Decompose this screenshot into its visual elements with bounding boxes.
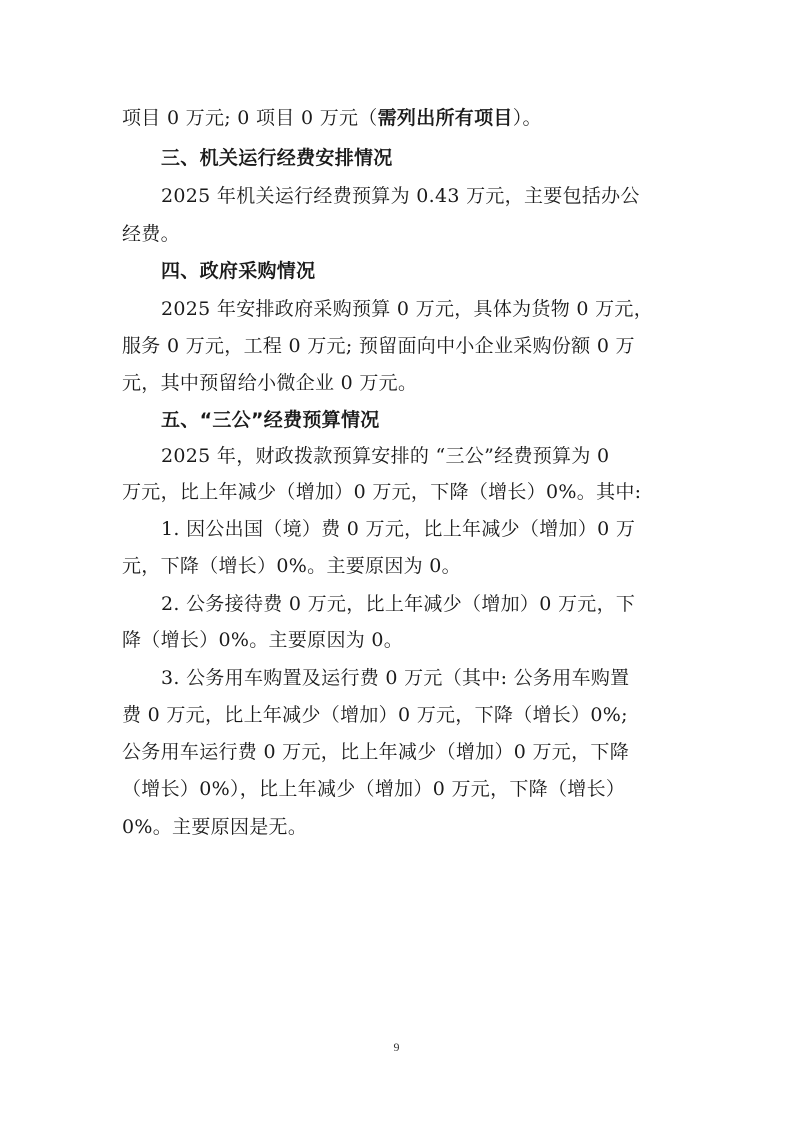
- paragraph-line: （增长）0%），比上年减少（增加）0 万元，下降（增长）: [122, 778, 626, 800]
- paragraph-line: 元，下降（增长）0%。主要原因为 0。: [122, 555, 461, 577]
- list-item-3: 3. 公务用车购置及运行费 0 万元（其中: 公务用车购置: [161, 667, 630, 689]
- text-segment: ）。: [512, 107, 542, 129]
- section-heading-5: 五、“三公”经费预算情况: [161, 409, 380, 431]
- paragraph-line: 2025 年，财政拨款预算安排的 “三公”经费预算为 0: [161, 445, 610, 467]
- paragraph-line: 降（增长）0%。主要原因为 0。: [122, 629, 404, 651]
- emphasized-text: 需列出所有项目: [377, 107, 513, 129]
- page-number: 9: [393, 1040, 400, 1054]
- section-heading-4: 四、政府采购情况: [161, 260, 316, 282]
- section-heading-3: 三、机关运行经费安排情况: [161, 147, 393, 169]
- paragraph-line: 万元，比上年减少（增加）0 万元，下降（增长）0%。其中:: [122, 481, 642, 503]
- paragraph-line: 服务 0 万元，工程 0 万元; 预留面向中小企业采购份额 0 万: [122, 335, 635, 357]
- paragraph-line: 0%。主要原因是无。: [122, 816, 308, 838]
- list-item-2: 2. 公务接待费 0 万元，比上年减少（增加）0 万元，下: [161, 593, 636, 615]
- text-line: [122, 103, 682, 133]
- paragraph-line: 经费。: [122, 223, 180, 245]
- list-item-1: 1. 因公出国（境）费 0 万元，比上年减少（增加）0 万: [161, 518, 636, 540]
- paragraph-line: 2025 年机关运行经费预算为 0.43 万元，主要包括办公: [161, 185, 640, 207]
- paragraph-line: 元，其中预留给小微企业 0 万元。: [122, 372, 418, 394]
- paragraph-line: 公务用车运行费 0 万元，比上年减少（增加）0 万元，下降: [122, 741, 629, 763]
- text-segment: 项目 0 万元; 0 项目 0 万元（: [122, 107, 378, 129]
- paragraph-line: 2025 年安排政府采购预算 0 万元，具体为货物 0 万元，: [161, 298, 654, 320]
- paragraph-line: 费 0 万元，比上年减少（增加）0 万元，下降（增长）0%;: [122, 704, 628, 726]
